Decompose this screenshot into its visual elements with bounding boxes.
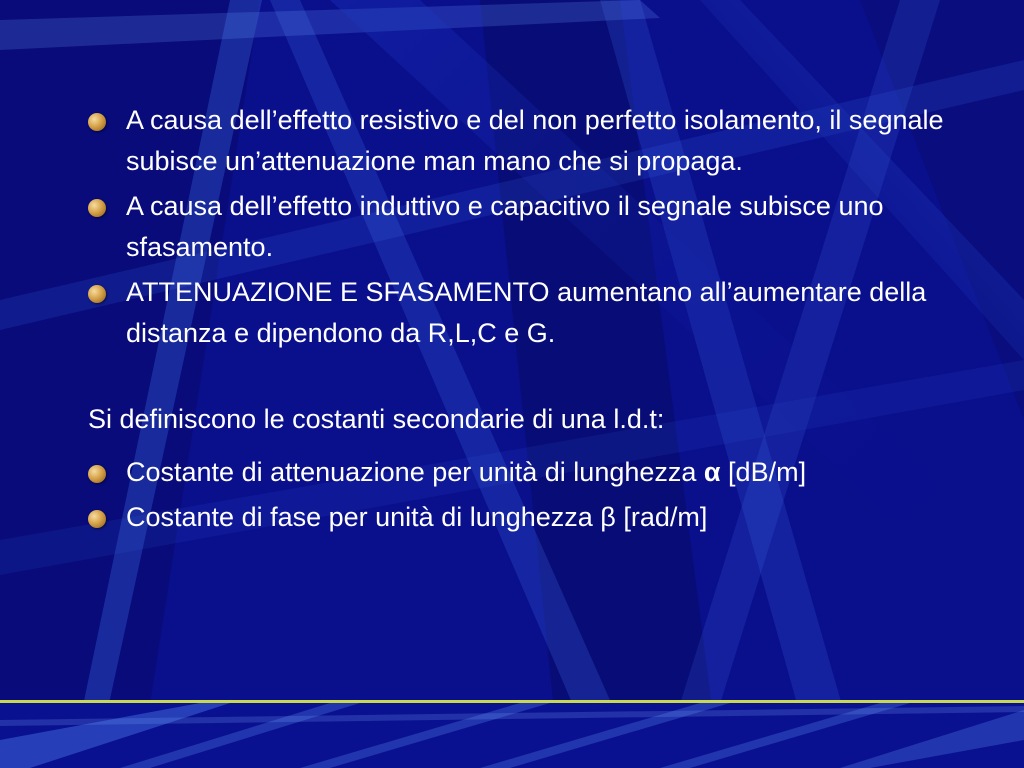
bullet-item (88, 272, 988, 354)
bullet-text-main: Costante di attenuazione per unità di lunghezza (126, 457, 697, 487)
alpha-symbol: α (703, 457, 721, 487)
slide-content (88, 100, 988, 538)
intro-text: Si definiscono le costanti secondarie di una l.d.t: (88, 404, 665, 434)
bullet-item (88, 452, 988, 493)
bullet-text: ATTENUAZIONE E SFASAMENTO aumentano all’aumentare della distanza e dipendono da R,L,C e G. (126, 277, 927, 348)
bullet-icon (88, 113, 106, 131)
bullet-text: A causa dell’effetto resistivo e del non perfetto isolamento, il segnale subisce un’attenuazione man mano che si propaga. (126, 105, 944, 176)
bullet-icon (88, 285, 106, 303)
bullet-icon (88, 465, 106, 483)
bullet-icon (88, 199, 106, 217)
bullet-item (88, 100, 988, 182)
bullet-text: Costante di fase per unità di lunghezza β [rad/m] (126, 502, 708, 532)
bullet-text (126, 452, 806, 493)
bullet-icon (88, 510, 106, 528)
bullet-text: A causa dell’effetto induttivo e capacitivo il segnale subisce uno sfasamento. (126, 191, 884, 262)
bullet-item (88, 497, 988, 538)
bullet-item (88, 186, 988, 268)
footer-line (0, 700, 1024, 703)
unit-label: [dB/m] (728, 457, 807, 487)
